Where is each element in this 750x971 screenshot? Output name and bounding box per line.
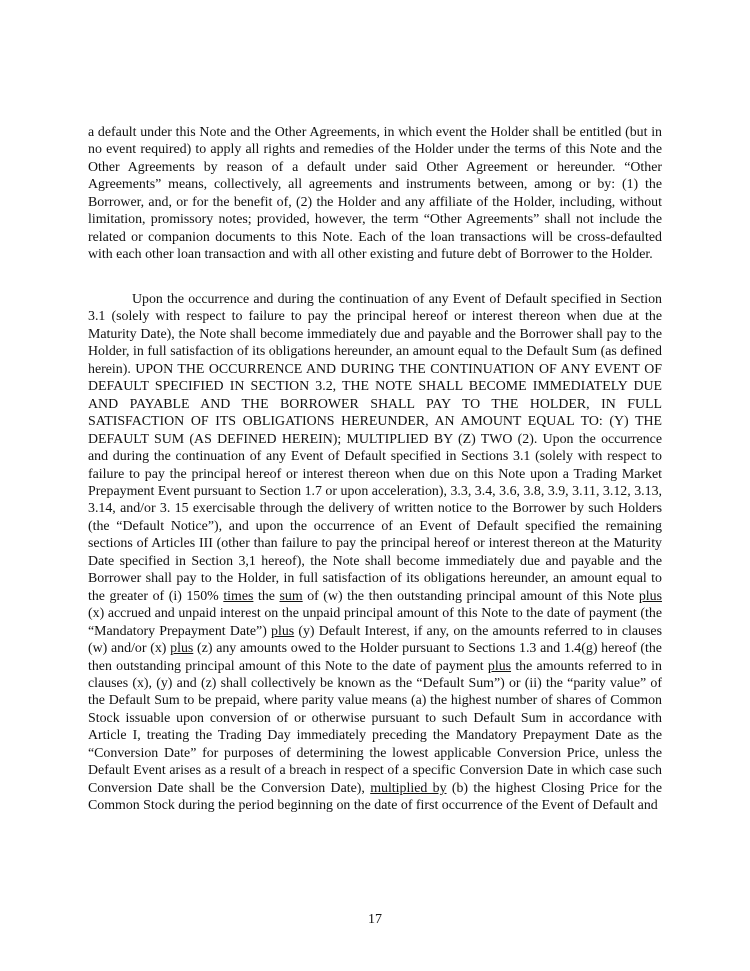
text-segment: Upon the occurrence and during the continuation of any Event of Default specified in Section 3.1 (solely with respect to failure to pay the principal hereof or interest thereon when due at the Maturity Date), the Note shall become immediately due and payable and the Borrower shall pay to the Holder, in full satisfaction of its obligations hereunder, an amount equal to the Default Sum (as defined herein). UPON THE OCCURRENCE AND DURING THE CONTINUATION OF ANY EVENT OF DEFAULT SPECIFIED IN SECTION 3.2, THE NOTE SHALL BECOME IMMEDIATELY DUE AND PAYABLE AND THE BORROWER SHALL PAY TO THE HOLDER, IN FULL SATISFACTION OF ITS OBLIGATIONS HEREUNDER, AN AMOUNT EQUAL TO: (Y) THE DEFAULT SUM (AS DEFINED HEREIN); MULTIPLIED BY (Z) TWO (2). Upon the occurrence and during the continuation of any Event of Default specified in Sections 3.1 (solely with respect to failure to pay the principal hereof or interest thereon when due on this Note upon a Trading Market Prepayment Event pursuant to Section 1.7 or upon acceleration), 3.3, 3.4, 3.6, 3.8, 3.9, 3.11, 3.12, 3.13, 3.14, and/or 3. 15 exercisable through the delivery of written notice to the Borrower by such Holders (the “Default Notice”), and upon the occurrence of an Event of Default specified the remaining sections of Articles III (other than failure to pay the principal hereof or interest thereon at the Maturity Date specified in Section 3,1 hereof), the Note shall become immediately due and payable and the Borrower shall pay to the Holder, in full satisfaction of its obligations hereunder, an amount equal to the greater of (i) 150% [88, 292, 662, 604]
text-segment: (x) accrued and unpaid interest on the unpaid principal amount of this Note to the date of payment (the “Mandatory Prepayment Date”) [88, 606, 662, 639]
text-segment: (z) any amounts owed to the Holder pursuant to Sections 1.3 and 1.4(g) hereof (the then outstanding principal amount of this Note to the date of payment [88, 641, 662, 674]
underlined-plus: plus [487, 658, 512, 674]
underlined-times: times [223, 588, 254, 604]
underlined-multiplied-by: multiplied by [370, 780, 447, 796]
text-segment: (y) Default Interest, if any, on the amounts referred to in clauses (w) and/or (x) [88, 623, 662, 657]
paragraph-other-agreements: a default under this Note and the Other Agreements, in which event the Holder shall be entitled (but in no event required) to apply all rights and remedies of the Holder under the terms of this Note and the Other Agreements by reason of a default under said Other Agreement or hereunder. “Other Agreements” means, collectively, all agreements and instruments between, among or by: (1) the Borrower, and, or for the benefit of, (2) the Holder and any affiliate of the Holder, including, without limitation, promissory notes; provided, however, the term “Other Agreements” shall not include the related or companion documents to this Note. Each of the loan transactions will be cross-defaulted with each other loan transaction and with all other existing and future debt of Borrower to the Holder. [88, 125, 662, 263]
text-segment: of (w) the then outstanding principal amount of this Note [307, 588, 635, 604]
text-segment: (b) the highest Closing Price for the Common Stock during the period beginning on the date of first occurrence of the Event of Default and [88, 780, 662, 814]
underlined-plus: plus [170, 641, 194, 657]
underlined-sum: sum [279, 588, 303, 604]
page-number: 17 [368, 912, 382, 927]
underlined-plus: plus [271, 623, 295, 639]
paragraph-default-sum [88, 291, 662, 815]
underlined-plus: plus [638, 588, 662, 604]
text-segment: the amounts referred to in clauses (x), (y) and (z) shall collectively be known as the “Default Sum”) or (ii) the “parity value” of the Default Sum to be prepaid, where parity value means (a) the highest number of shares of Common Stock issuable upon conversion of or otherwise pursuant to such Default Sum in accordance with Article I, treating the Trading Day immediately preceding the Mandatory Prepayment Date as the “Conversion Date” for purposes of determining the lowest applicable Conversion Price, unless the Default Event arises as a result of a breach in respect of a specific Conversion Date in which case such Conversion Date shall be the Conversion Date), [88, 658, 662, 796]
text-segment: the [257, 588, 275, 604]
